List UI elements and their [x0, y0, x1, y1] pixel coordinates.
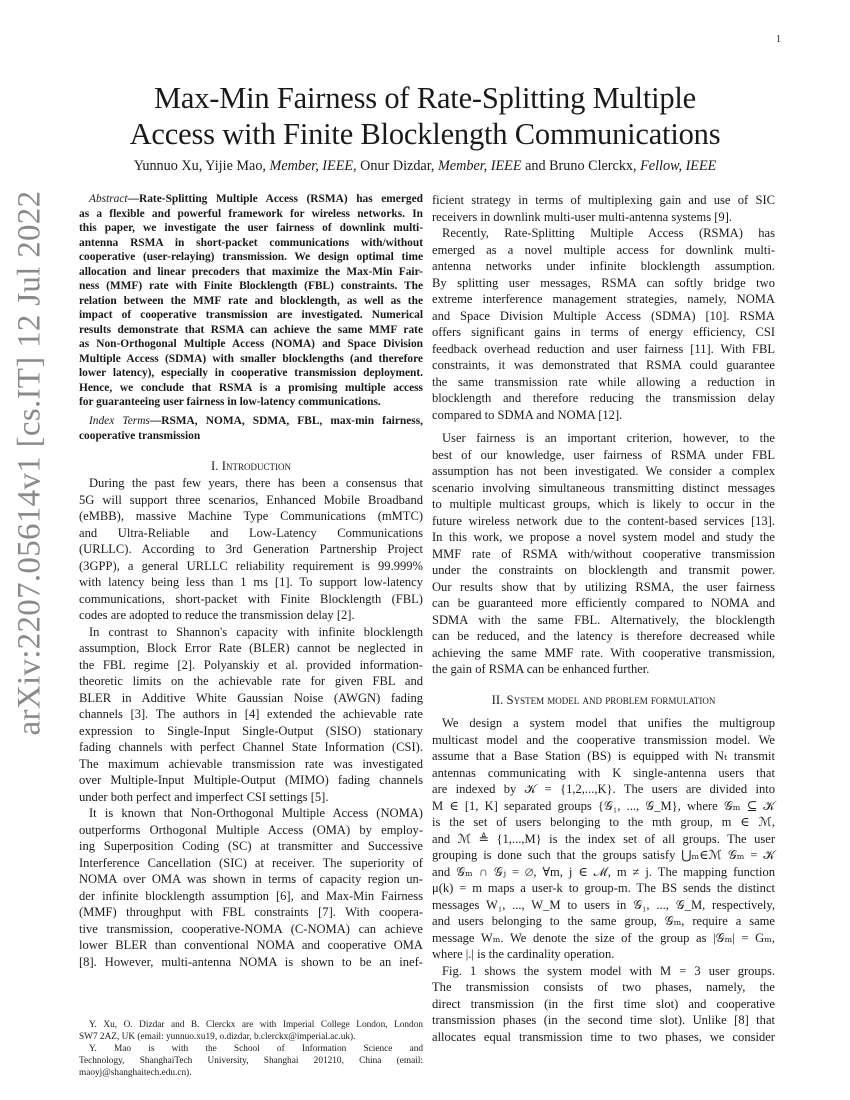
body-line: transmission phases (in the second time slot). Unlike [8] that [432, 1013, 775, 1027]
body-line: with latency being less than 1 ms [1]. To support low-latency [79, 575, 423, 589]
footnote-line: Technology, ShanghaiTech University, Shanghai 201210, China (email: [79, 1056, 423, 1066]
body-line: the FBL regime [2]. Polyanskiy et al. provided information- [79, 657, 423, 672]
body-line: multicast model and the cooperative transmission model. We [432, 732, 775, 747]
body-line: can be reduced, and the latency is therefore decreased while [432, 629, 775, 643]
body-line: extreme interference management strategies, namely, NOMA [432, 292, 775, 306]
abstract-line: as Non-Orthogonal Multiple Access (NOMA) and Space Division [79, 338, 423, 350]
body-line: SDMA with the same FBL. Alternatively, the blocklength [432, 612, 775, 627]
body-line: User fairness is an important criterion, however, to the [442, 431, 775, 445]
body-line: [8]. However, multi-antenna NOMA is shown to be an inef- [79, 954, 423, 969]
body-line: and 𝒢ₘ ∩ 𝒢ⱼ = ∅, ∀m, j ∈ ℳ, m ≠ j. The mapping function [432, 864, 775, 879]
index-terms-line: cooperative transmission [79, 429, 201, 442]
body-line: emerged as a novel multiple access for downlink multi- [432, 242, 775, 257]
body-line: (MMF) throughput with FBL constraints [7]. With coopera- [79, 905, 423, 919]
author-title: Member, IEEE [269, 158, 354, 174]
body-line: codes are adopted to reduce the transmission delay [2]. [79, 608, 355, 622]
index-terms-label: Index Terms [89, 415, 150, 427]
abstract-line: this paper, we investigate the user fairness of downlink multi- [79, 222, 423, 234]
body-line: grouping is done such that the groups satisfy ⋃ₘ∈ℳ 𝒢ₘ = 𝒦 [432, 848, 775, 862]
body-line: ing Superposition Coding (SC) at transmitter and Successive [79, 839, 423, 853]
body-line: message Wₘ. We denote the size of the group as |𝒢ₘ| = Gₘ, [432, 930, 775, 945]
body-line: Fig. 1 shows the system model with M = 3 user groups. [442, 963, 775, 978]
footnote-line: Y. Mao is with the School of Information Science and [89, 1044, 423, 1054]
body-line: and ℳ ≜ {1,...,M} is the index set of all groups. The user [432, 831, 775, 846]
abstract-line: Abstract—Rate-Splitting Multiple Access (RSMA) has emerged [89, 193, 423, 205]
body-line: It is known that Non-Orthogonal Multiple Access (NOMA) [89, 806, 423, 820]
body-line: achieving the same MMF rate. With cooperative transmission, [432, 645, 775, 660]
body-line: the gain of RSMA can be enhanced further. [432, 662, 650, 676]
body-line: The maximum achievable transmission rate was investigated [79, 756, 423, 771]
abstract-line: as a flexible and powerful framework for wireless networks. In [79, 207, 423, 220]
body-line: (eMBB), massive Machine Type Communications (mMTC) [79, 509, 423, 523]
section-heading: I. Introduction [211, 459, 291, 473]
body-line: assumption has not been investigated. We consider a complex [432, 464, 775, 478]
body-line: (URLLC). According to 3rd Generation Partnership Project [79, 542, 423, 556]
abstract-line: ness (MMF) rate with Finite Blocklength (FBL) constraints. The [79, 280, 423, 292]
body-line: Interference Cancellation (SIC) at receiver. The superiority of [79, 855, 423, 870]
body-line: are indexed by 𝒦 = {1,2,...,K}. The users are divided into [432, 782, 775, 796]
body-line: feedback overhead reduction and user fairness [11]. With FBL [432, 341, 775, 356]
body-line: Our results show that by utilizing RSMA, the user fairness [432, 579, 775, 594]
body-line: best of our knowledge, user fairness of RSMA under FBL [432, 447, 775, 462]
abstract-line: for guaranteeing user fairness in low-latency communications. [79, 396, 381, 408]
arxiv-id[interactable]: arXiv:2207.05614v1 [cs.IT] 12 Jul 2022 [11, 190, 48, 736]
body-line: the same transmission rate while allowing a reduction in [432, 374, 775, 389]
author-title: Fellow, IEEE [640, 158, 717, 174]
paper-title [0, 80, 850, 152]
author-title: Member, IEEE [437, 158, 522, 174]
index-terms: Index Terms—RSMA, NOMA, SDMA, FBL, max-min fairness, [89, 415, 423, 427]
body-line: expression to Single-Input Single-Output (SISO) stationary [79, 723, 423, 738]
body-line: (3GPP), a general URLLC reliability requirement is 99.999% [79, 558, 423, 573]
body-line: receivers in downlink multi-user multi-antenna systems [9]. [432, 209, 733, 224]
abstract-label: Abstract [89, 193, 128, 205]
body-line: direct transmission (in the first time slot) and cooperative [432, 996, 775, 1011]
body-line: under both perfect and imperfect CSI settings [5]. [79, 789, 329, 804]
title-line: Access with Finite Blocklength Communications [129, 117, 721, 151]
body-line: and Space Division Multiple Access (SDMA) [10]. RSMA [432, 308, 775, 323]
abstract-line: relation between the MMF rate and blocklength, as well as the [79, 294, 423, 307]
body-line: lower BLER than conventional NOMA and cooperative OMA [79, 938, 423, 952]
body-line: can be guaranteed more efficiently compared to NOMA and [432, 596, 775, 610]
body-line: messages W₁, ..., W_M to users in 𝒢₁, ..., 𝒢_M, respectively, [432, 897, 775, 912]
body-line: to multiple multicast groups, which is likely to occur in the [432, 497, 775, 511]
body-line: and users belonging to the same group, 𝒢ₘ, require a same [432, 914, 775, 928]
body-line: assumption, Block Error Rate (BLER) cannot be neglected in [79, 641, 423, 655]
body-line: During the past few years, there has been a consensus that [89, 476, 423, 490]
body-line: compared to SDMA and NOMA [12]. [432, 407, 623, 422]
page-number: 1 [776, 34, 781, 45]
abstract-line: cooperative (user-relaying) transmission. We design optimal time [79, 251, 423, 263]
body-line: allocates equal transmission time to two phases, we consider [432, 1029, 775, 1044]
abstract-line: results demonstrate that RSMA can achieve the same MMF rate [79, 323, 423, 336]
body-line: By splitting user messages, RSMA can softly bridge two [432, 275, 775, 290]
body-line: We design a system model that unifies the multigroup [442, 716, 775, 730]
body-line: BLER in Additive White Gaussian Noise (AWGN) fading [79, 690, 423, 705]
body-line: antenna networks under infinite blocklength assumption. [432, 259, 775, 273]
footnote-line: maoyj@shanghaitech.edu.cn). [79, 1068, 192, 1078]
body-line: fading channels with perfect Channel State Information (CSI). [79, 740, 423, 754]
body-line: MMF rate of RSMA with/without cooperative transmission [432, 546, 775, 561]
body-line: and Ultra-Reliable and Low-Latency Communications [79, 525, 423, 540]
body-line: antennas communicating with K single-antenna users that [432, 765, 775, 780]
body-line: theoretic limits on the achievable rate for given FBL and [79, 674, 423, 688]
abstract-line: lower latency), especially in cooperative transmission deployment. [79, 367, 423, 379]
body-line: The transmission consists of two phases, namely, the [432, 980, 775, 994]
abstract-line: impact of cooperative transmission are investigated. Numerical [79, 309, 423, 321]
body-line: tive transmission, cooperative-NOMA (C-NOMA) can achieve [79, 921, 423, 936]
body-line: M ∈ [1, K] separated groups {𝒢₁, ..., 𝒢_M}, where 𝒢ₘ ⊆ 𝒦 [432, 798, 775, 813]
body-line: Recently, Rate-Splitting Multiple Access (RSMA) has [442, 226, 775, 240]
body-line: blocklength and therefore reducing the transmission delay [432, 391, 775, 405]
body-line: is the set of users belonging to the mth group, m ∈ ℳ, [432, 815, 775, 829]
body-line: under the constraints on blocklength and transmit power. [432, 563, 775, 577]
body-line: offers significant gains in terms of energy efficiency, CSI [432, 325, 775, 339]
body-line: future wireless network due to the content-based services [13]. [432, 513, 775, 528]
author-names: Yunnuo Xu, Yijie Mao, [133, 158, 270, 174]
abstract-line: antenna RSMA in short-packet communications with/without [79, 236, 423, 249]
author-names: and Bruno Clerckx, [521, 158, 641, 174]
title-line: Max-Min Fairness of Rate-Splitting Multiple [153, 81, 697, 115]
author-list [0, 158, 850, 175]
abstract-line: allocation and linear precoders that maximize the Max-Min Fair- [79, 265, 423, 278]
body-line: μ(k) = m maps a user-k to group-m. The BS sends the distinct [432, 881, 775, 895]
abstract-line: Hence, we conclude that RSMA is a promising multiple access [79, 381, 423, 394]
body-line: ficient strategy in terms of multiplexing gain and use of SIC [432, 193, 775, 207]
author-names: , Onur Dizdar, [353, 158, 438, 174]
body-line: scenario involving simultaneous transmitting distinct messages [432, 480, 775, 495]
body-line: der infinite blocklength assumption [6], and Max-Min Fairness [79, 888, 423, 903]
footnote-line: Y. Xu, O. Dizdar and B. Clerckx are with Imperial College London, London [89, 1020, 423, 1030]
body-line: over Multiple-Input Multiple-Output (MIMO) fading channels [79, 773, 423, 787]
body-line: outperforms Orthogonal Multiple Access (OMA) by employ- [79, 822, 423, 837]
body-line: In this work, we propose a novel system model and study the [432, 530, 775, 544]
body-line: assume that a Base Station (BS) is equipped with Nₜ transmit [432, 749, 775, 763]
body-line: where |.| is the cardinality operation. [432, 947, 615, 961]
body-line: In contrast to Shannon's capacity with infinite blocklength [89, 624, 423, 639]
abstract-line: Multiple Access (SDMA) with smaller blocklengths (and therefore [79, 352, 423, 365]
footnote-line: SW7 2AZ, UK (email: yunnuo.xu19, o.dizdar, b.clerckx@imperial.ac.uk). [79, 1032, 356, 1042]
body-line: constraints, it was demonstrated that RSMA could guarantee [432, 358, 775, 372]
body-line: 5G will support three scenarios, Enhanced Mobile Broadband [79, 492, 423, 507]
body-line: communications, short-packet with Finite Blocklength (FBL) [79, 591, 423, 606]
body-line: NOMA over OMA was shown in terms of capacity region un- [79, 872, 423, 886]
body-line: channels [3]. The authors in [4] extended the achievable rate [79, 707, 423, 721]
section-heading: II. System model and problem formulation [491, 693, 716, 707]
